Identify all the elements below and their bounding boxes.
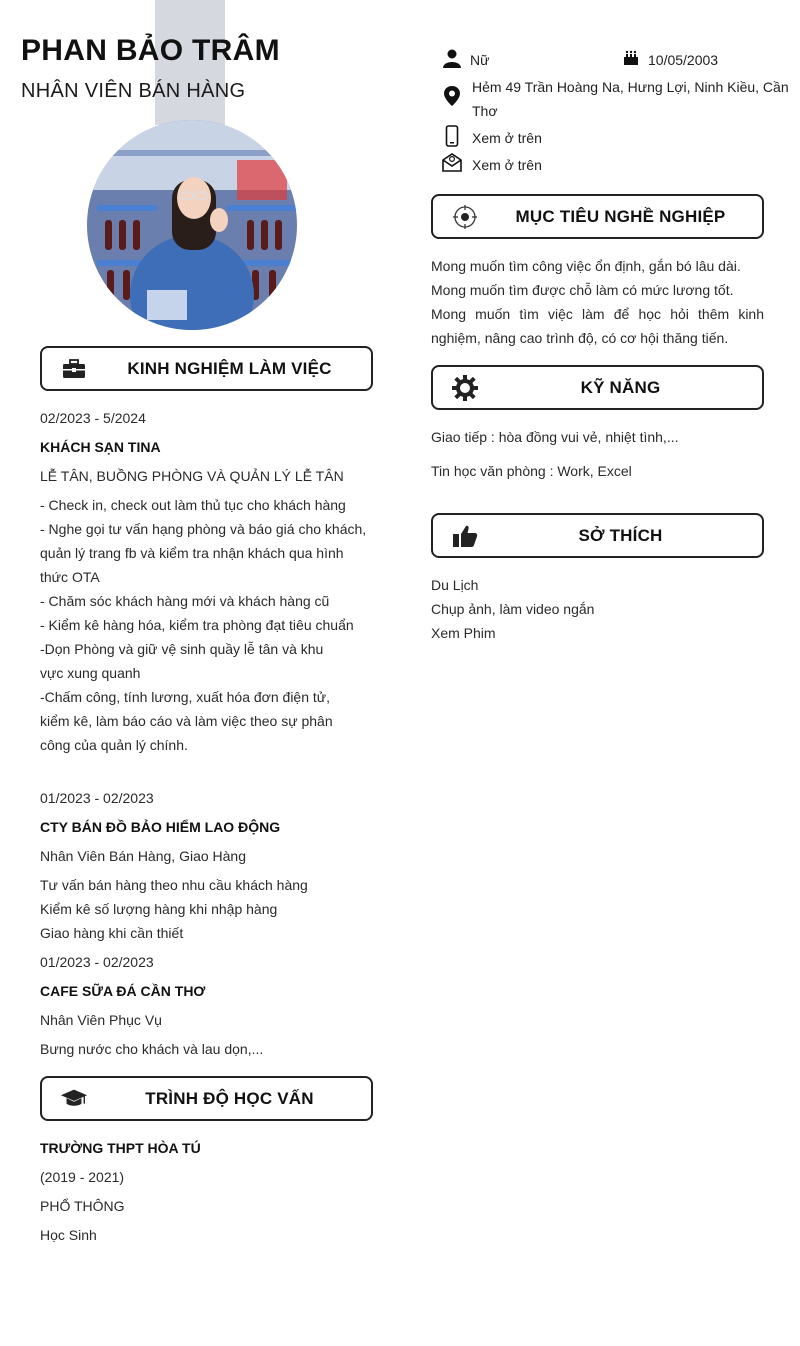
- job-entry: [40, 786, 373, 945]
- skills-title: KỸ NĂNG: [580, 378, 661, 397]
- job-duty: Kiểm kê số lượng hàng khi nhập hàng: [40, 901, 278, 917]
- experience-section-header: [40, 346, 373, 391]
- job-period: 01/2023 - 02/2023: [40, 790, 154, 806]
- objective-line: Mong muốn tìm việc làm để học hỏi thêm kinh nghiệm, nâng cao trình độ, có cơ hội thăng tiến.: [431, 306, 764, 346]
- email-text: Xem ở trên: [472, 157, 542, 173]
- job-duty: - Check in, check out làm thủ tục cho khách hàng: [40, 497, 346, 513]
- job-duty: -Chấm công, tính lương, xuất hóa đơn điện tử, kiểm kê, làm báo cáo và làm việc theo sự phân công của quản lý chính.: [40, 689, 333, 753]
- gender-row: [440, 46, 600, 72]
- skill-item: Tin học văn phòng : Work, Excel: [431, 463, 632, 479]
- avatar-photo: [87, 120, 297, 330]
- job-duty: - Kiểm kê hàng hóa, kiểm tra phòng đạt tiêu chuẩn: [40, 617, 354, 633]
- job-period: 01/2023 - 02/2023: [40, 954, 154, 970]
- objective-line: Mong muốn tìm được chỗ làm có mức lương tốt.: [431, 282, 734, 298]
- experience-content: [40, 406, 373, 1061]
- education-title: TRÌNH ĐỘ HỌC VẤN: [145, 1089, 314, 1108]
- job-duties: [40, 873, 373, 945]
- job-duty: Giao hàng khi cần thiết: [40, 925, 184, 941]
- gender-text: Nữ: [470, 52, 490, 68]
- hobby-item: Du Lịch: [431, 577, 479, 593]
- phone-icon: [441, 125, 463, 147]
- job-period: 02/2023 - 5/2024: [40, 410, 146, 426]
- job-duty: - Nghe gọi tư vấn hạng phòng và báo giá cho khách, quản lý trang fb và kiểm tra nhận khách qua hình thức OTA: [40, 521, 367, 585]
- education-content: [40, 1136, 373, 1247]
- job-duty: Tư vấn bán hàng theo nhu cầu khách hàng: [40, 877, 308, 893]
- education-section-header: [40, 1076, 373, 1121]
- avatar: [87, 120, 297, 330]
- hobbies-content: [431, 573, 764, 645]
- candidate-role: NHÂN VIÊN BÁN HÀNG: [21, 80, 246, 102]
- objective-line: Mong muốn tìm công việc ổn định, gắn bó lâu dài.: [431, 258, 741, 274]
- experience-title: KINH NGHIỆM LÀM VIỆC: [127, 359, 332, 378]
- job-duty: - Chăm sóc khách hàng mới và khách hàng cũ: [40, 593, 330, 609]
- candidate-name: PHAN BẢO TRÂM: [21, 34, 280, 67]
- briefcase-icon: [60, 357, 88, 381]
- hobby-item: Chụp ảnh, làm video ngắn: [431, 601, 595, 617]
- thumbs-up-icon: [451, 524, 479, 548]
- job-entry: [40, 950, 373, 1061]
- gear-icon: [451, 376, 479, 400]
- education-school: TRƯỜNG THPT HÒA TÚ: [40, 1140, 201, 1156]
- job-duties: [40, 493, 373, 757]
- address-line-2: Thơ: [472, 103, 498, 119]
- education-years: (2019 - 2021): [40, 1169, 125, 1185]
- objective-content: [431, 254, 764, 350]
- objective-title: MỤC TIÊU NGHỀ NGHIỆP: [515, 207, 726, 226]
- person-icon: [441, 47, 463, 69]
- skills-section-header: [431, 365, 764, 410]
- job-company: CAFE SỮA ĐÁ CẦN THƠ: [40, 983, 206, 999]
- job-position: LỄ TÂN, BUỒNG PHÒNG VÀ QUẢN LÝ LỄ TÂN: [40, 468, 344, 484]
- job-company: KHÁCH SẠN TINA: [40, 439, 161, 455]
- skills-content: [431, 425, 771, 483]
- map-pin-icon: [441, 85, 463, 107]
- job-duty: -Dọn Phòng và giữ vệ sinh quầy lễ tân và khu vực xung quanh: [40, 641, 324, 681]
- hobbies-title: SỞ THÍCH: [578, 526, 663, 545]
- email-row: [440, 151, 640, 177]
- cake-icon: [620, 46, 642, 68]
- job-position: Nhân Viên Phục Vụ: [40, 1012, 162, 1028]
- address-row: [440, 75, 790, 123]
- education-status: Học Sinh: [40, 1227, 97, 1243]
- mail-icon: [441, 151, 463, 173]
- job-entry: [40, 406, 373, 757]
- job-company: CTY BÁN ĐỒ BẢO HIỂM LAO ĐỘNG: [40, 819, 281, 835]
- target-icon: [451, 205, 479, 229]
- skill-item: Giao tiếp : hòa đồng vui vẻ, nhiệt tình,...: [431, 429, 679, 445]
- education-level: PHỔ THÔNG: [40, 1198, 125, 1214]
- birthday-text: 10/05/2003: [648, 52, 719, 68]
- phone-text: Xem ở trên: [472, 130, 542, 146]
- job-position: Nhân Viên Bán Hàng, Giao Hàng: [40, 848, 246, 864]
- job-duty: Bưng nước cho khách và lau dọn,...: [40, 1041, 264, 1057]
- address-line-1: Hẻm 49 Trần Hoàng Na, Hưng Lợi, Ninh Kiều, Cần: [472, 79, 789, 95]
- phone-row: [440, 124, 640, 150]
- hobbies-section-header: [431, 513, 764, 558]
- birthday-row: [620, 46, 790, 72]
- graduation-cap-icon: [60, 1087, 88, 1111]
- objective-section-header: [431, 194, 764, 239]
- hobby-item: Xem Phim: [431, 625, 496, 641]
